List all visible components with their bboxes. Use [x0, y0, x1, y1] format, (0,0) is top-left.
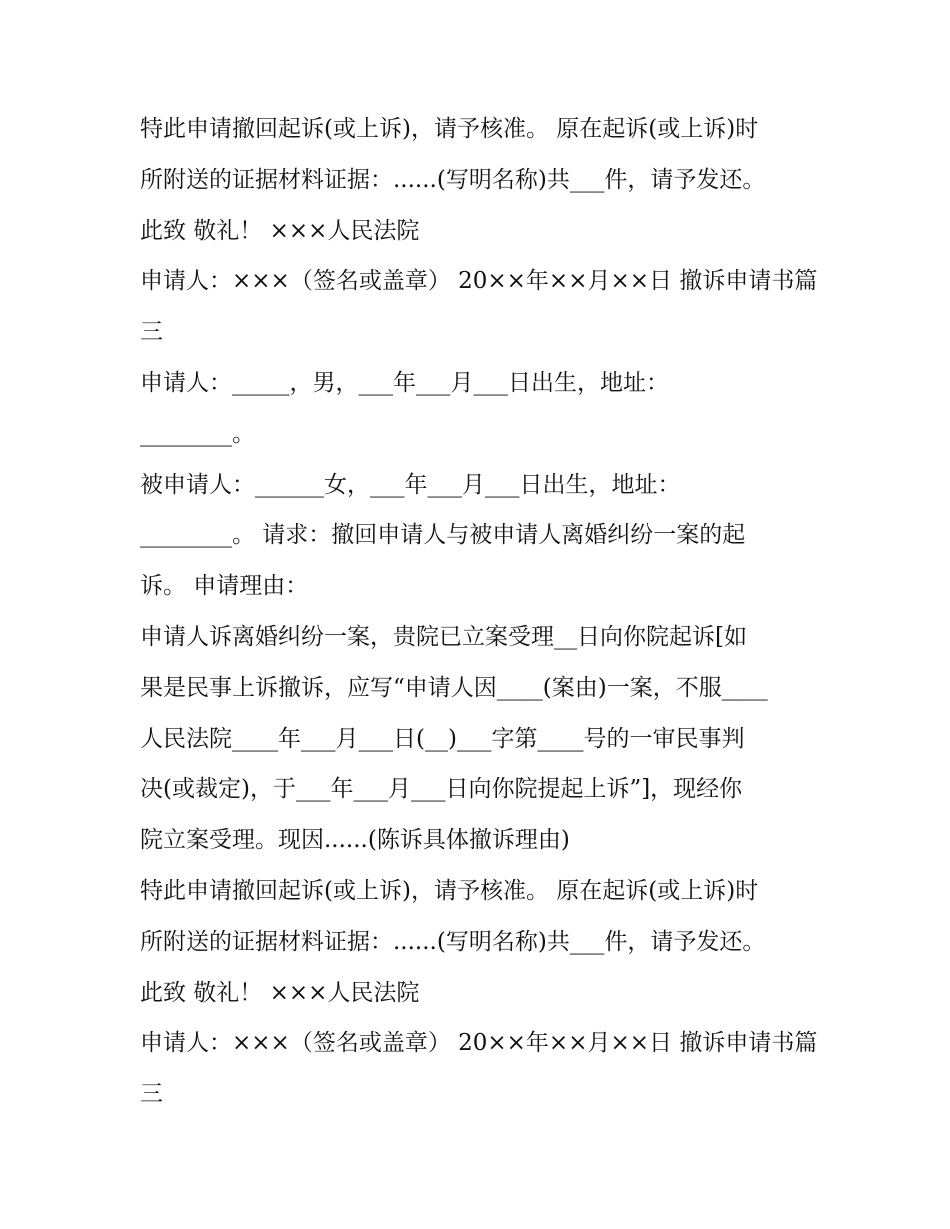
document-body [140, 104, 820, 1120]
text-line: 人民法院____年___月___日(__)___字第____号的一审民事判 [140, 725, 745, 752]
text-line: 申请人：×××（签名或盖章） 20××年××月××日 撤诉申请书篇 [140, 268, 818, 295]
text-line: 所附送的证据材料证据：......(写明名称)共___件，请予发还。 [140, 166, 766, 193]
text-line: 诉。 申请理由： [140, 573, 309, 600]
text-line: 决(或裁定)，于___年___月___日向你院提起上诉”]，现经你 [140, 776, 743, 803]
text-line: 三 [140, 1081, 163, 1108]
text-line: 申请人：×××（签名或盖章） 20××年××月××日 撤诉申请书篇 [140, 1030, 818, 1057]
text-line: 被申请人：______女，___年___月___日出生，地址： [140, 471, 681, 498]
text-line: 院立案受理。现因......(陈诉具体撤诉理由) [140, 827, 570, 854]
text-line: 申请人：_____，男，___年___月___日出生，地址： [140, 369, 669, 396]
text-line: 所附送的证据材料证据：......(写明名称)共___件，请予发还。 [140, 928, 766, 955]
text-line: 特此申请撤回起诉(或上诉)，请予核准。 原在起诉(或上诉)时 [140, 877, 759, 904]
text-line: ________。 [140, 420, 255, 447]
text-line: 此致 敬礼！ ×××人民法院 [140, 217, 420, 244]
text-line: 果是民事上诉撤诉，应写“申请人因____(案由)一案，不服____ [140, 674, 768, 701]
text-line: 此致 敬礼！ ×××人民法院 [140, 979, 420, 1006]
text-line: 申请人诉离婚纠纷一案，贵院已立案受理__日向你院起诉[如 [140, 623, 747, 650]
text-line: 特此申请撤回起诉(或上诉)，请予核准。 原在起诉(或上诉)时 [140, 116, 759, 142]
text-line: 三 [140, 319, 163, 346]
text-line: ________。 请求：撤回申请人与被申请人离婚纠纷一案的起 [140, 522, 746, 549]
